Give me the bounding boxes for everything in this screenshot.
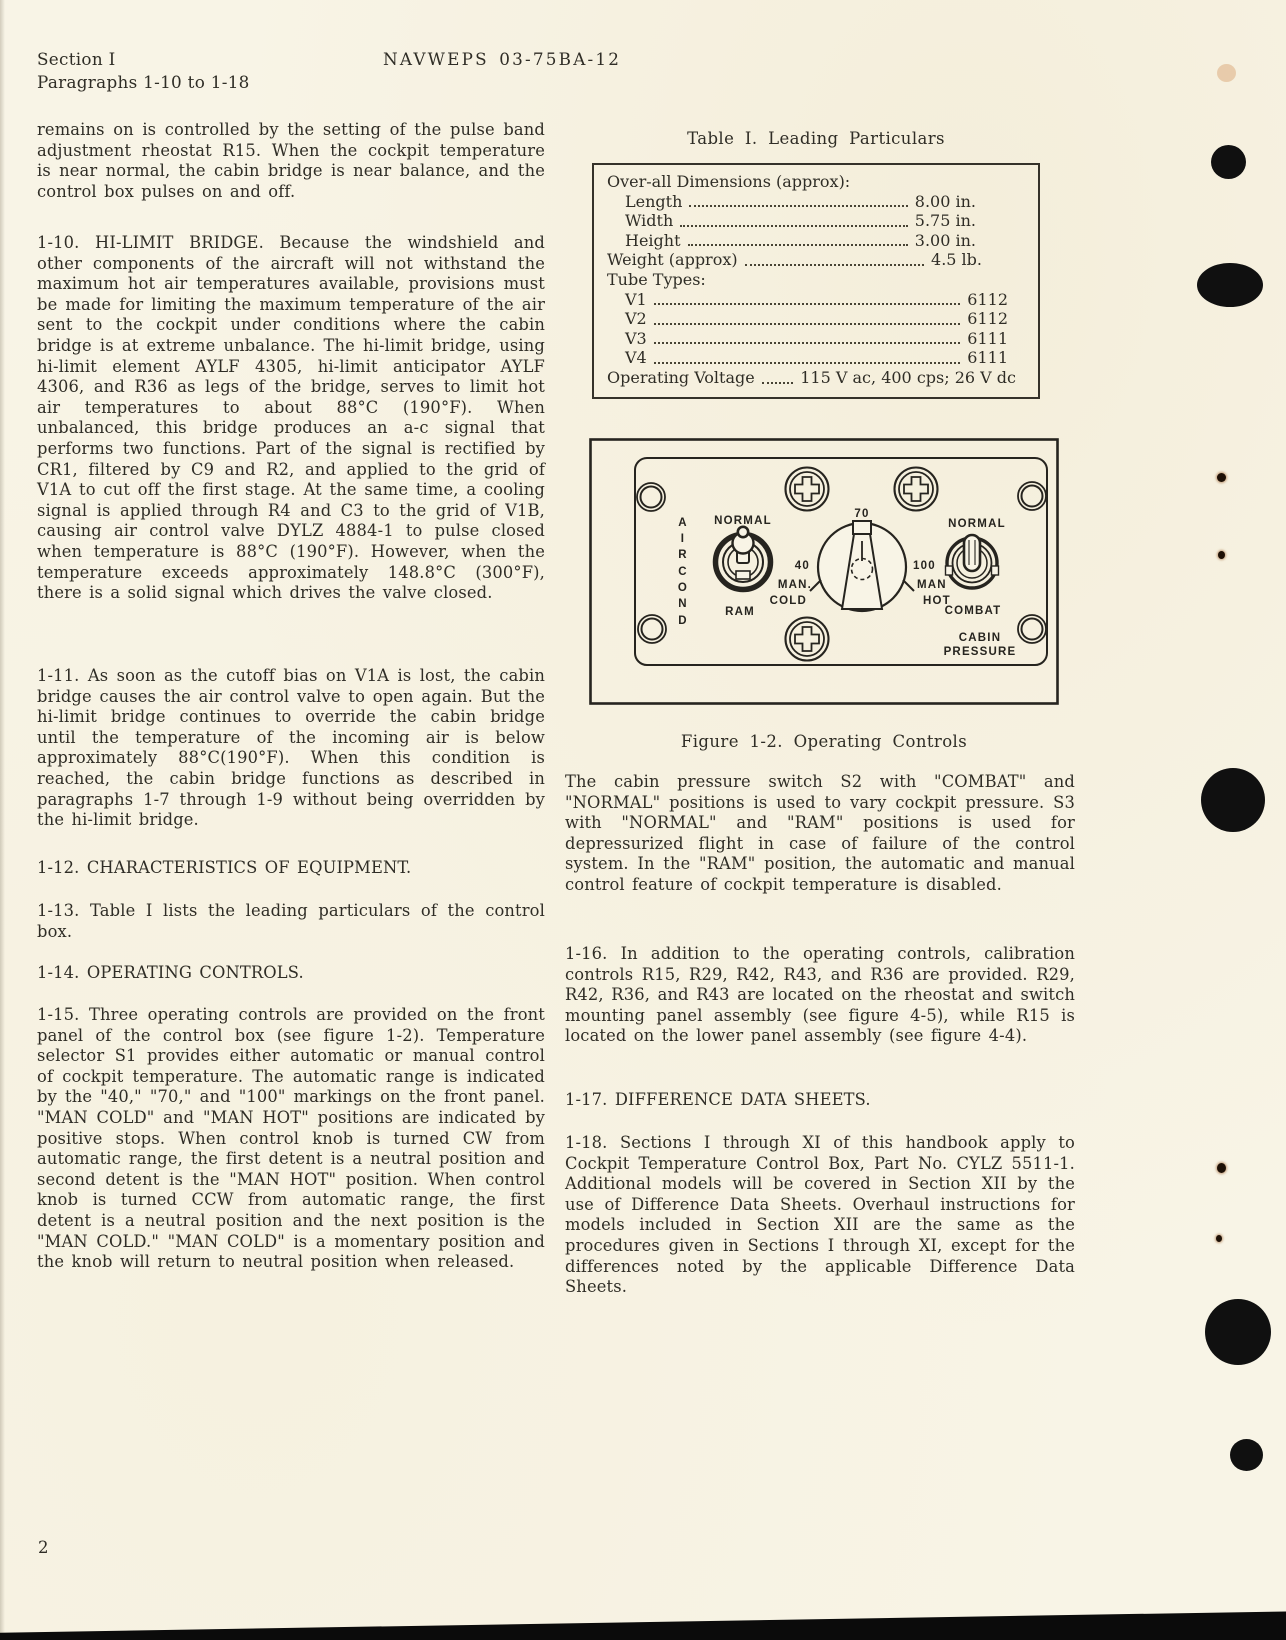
corner-screw-icon <box>1018 482 1046 510</box>
table-row <box>594 368 1038 388</box>
table-row-value: 6112 <box>967 309 1008 329</box>
stain-mark <box>1217 64 1236 82</box>
air-cond-label <box>678 517 688 627</box>
table-title: Table I. Leading Particulars <box>687 129 945 148</box>
table-row-value: 5.75 in. <box>914 211 976 231</box>
ink-blot <box>1201 768 1265 832</box>
man-hot-pointer-line <box>903 580 914 591</box>
cabin-pressure-label-1: CABIN <box>958 632 1002 644</box>
table-row-label: V4 <box>625 348 647 368</box>
ink-blot <box>1197 263 1263 307</box>
table-row <box>594 348 1038 368</box>
heading-1-14: 1-14. OPERATING CONTROLS. <box>37 963 304 982</box>
paragraph-1-13: 1-13. Table I lists the leading particulars of the control box. <box>37 901 545 941</box>
leading-particulars-table <box>592 163 1040 399</box>
ink-blot <box>1205 1299 1271 1365</box>
table-row-label: V1 <box>625 289 647 309</box>
paragraph-1-11: 1-11. As soon as the cutoff bias on V1A is lost, the cabin bridge causes the air control valve to open again. But the hi-limit bridge continues to override the cabin bridge until the temperature of the incoming air is below approximately 88°C(190°F). When this condition is reached, the cabin bridge functions as described in paragraphs 1-7 through 1-9 without being overridden by the hi-limit bridge. <box>37 666 545 830</box>
paragraph-cabin-pressure: The cabin pressure switch S2 with "COMBAT" and "NORMAL" positions is used to vary cockpit pressure. S3 with "NORMAL" and "RAM" positions is used for depressurized flight in case of failure of the control system. In the "RAM" position, the automatic and manual control feature of cockpit temperature is disabled. <box>565 772 1075 894</box>
corner-screw-icon <box>638 615 666 643</box>
dot-leader <box>654 341 961 344</box>
paragraph-continuation: remains on is controlled by the setting of the pulse band adjustment rheostat R15. When the cockpit temperature is near normal, the cabin bridge is near balance, and the control box pulses on and off. <box>37 120 545 201</box>
paragraph-1-18: 1-18. Sections I through XI of this handbook apply to Cockpit Temperature Control Box, Part No. CYLZ 5511-1. Additional models will be covered in Section XII by the use of Difference Data Sheets. Overhaul instructions for models included in Section XII are the same as the procedures given in Sections I through XI, except for the differences noted by the applicable Difference Data Sheets. <box>565 1133 1075 1297</box>
air-cond-letter: O <box>677 582 689 594</box>
page-header-left <box>37 48 250 94</box>
s3-normal-label: NORMAL <box>714 515 772 527</box>
table-row <box>594 250 1038 270</box>
table-row-label: V3 <box>625 328 647 348</box>
table-row <box>594 309 1038 329</box>
dial-man-cold-label-2: COLD <box>769 595 807 607</box>
corner-screw-icon <box>637 483 665 511</box>
s2-combat-label: COMBAT <box>944 605 1002 617</box>
cross-fastener-icon <box>895 468 938 511</box>
table-row-label: Height <box>625 230 681 250</box>
paragraph-1-16: 1-16. In addition to the operating controls, calibration controls R15, R29, R42, R43, and R36 are provided. R29, R42, R36, and R43 are located on the rheostat and switch mounting panel assembly (see figure 4-5), while R15 is located on the lower panel assembly (see figure 4-4). <box>565 944 1075 1046</box>
heading-1-12: 1-12. CHARACTERISTICS OF EQUIPMENT. <box>37 858 412 877</box>
page-number: 2 <box>38 1538 49 1557</box>
paragraph-1-10: 1-10. HI-LIMIT BRIDGE. Because the windshield and other components of the aircraft will not withstand the maximum hot air temperatures available, provisions must be made for limiting the maximum temperature of the air sent to the cockpit under conditions where the cabin bridge is at extreme unbalance. The hi-limit bridge, using hi-limit element AYLF 4305, hi-limit anticipator AYLF 4306, and R36 as legs of the bridge, serves to limit hot air temperatures to about 88°C (190°F). When unbalanced, this bridge produces an a-c signal that performs two functions. Part of the signal is rectified by CR1, filtered by C9 and R2, and applied to the grid of V1A to cut off the first stage. At the same time, a cooling signal is applied through R4 and C3 to the grid of V1B, causing air control valve DYLZ 4884-1 to pulse closed when temperature is 88°C (190°F). However, when the temperature exceeds approximately 148.8°C (300°F), there is a solid signal which drives the valve closed. <box>37 233 545 603</box>
dial-70-label: 70 <box>854 508 870 520</box>
table-row-label: Width <box>625 211 674 231</box>
air-cond-letter: N <box>678 598 688 610</box>
table-row-value: 6111 <box>967 348 1008 368</box>
table-row-value: 8.00 in. <box>914 191 976 211</box>
table-row-label: Length <box>625 191 683 211</box>
cross-fastener-icon <box>786 468 829 511</box>
dot-leader <box>680 224 908 227</box>
dot-leader <box>654 361 961 364</box>
dot-leader <box>688 243 908 246</box>
ink-speck <box>1216 1235 1222 1242</box>
s3-ram-label: RAM <box>725 606 755 618</box>
table-row-label: Operating Voltage <box>607 367 755 387</box>
temperature-selector-knob <box>818 521 906 611</box>
corner-screw-icon <box>1018 615 1046 643</box>
table-row-value: 6111 <box>967 328 1008 348</box>
air-cond-letter: R <box>678 549 688 561</box>
dot-leader <box>654 322 961 325</box>
cabin-pressure-label-2: PRESSURE <box>943 646 1017 658</box>
ink-speck <box>1217 473 1226 482</box>
air-cond-letter: I <box>680 533 686 545</box>
dial-man-cold-label-1: MAN. <box>777 579 812 591</box>
dial-40-label: 40 <box>794 560 810 572</box>
dot-leader <box>689 204 907 207</box>
table-row-value: 115 V ac, 400 cps; 26 V dc <box>800 367 1016 387</box>
ink-speck <box>1217 1163 1226 1173</box>
table-row-label: V2 <box>625 309 647 329</box>
table-row-value: 6112 <box>967 289 1008 309</box>
air-cond-letter: D <box>678 615 688 627</box>
ink-speck <box>1218 551 1225 559</box>
figure-operating-controls <box>589 438 1059 705</box>
table-row-value: 3.00 in. <box>914 230 976 250</box>
dial-100-label: 100 <box>913 560 936 572</box>
table-row <box>594 211 1038 231</box>
table-row <box>594 329 1038 349</box>
header-section: Section I <box>37 49 116 69</box>
cross-fastener-icon <box>786 618 829 661</box>
dot-leader <box>762 381 794 384</box>
air-cond-letter: A <box>678 517 688 529</box>
s2-normal-label: NORMAL <box>948 518 1006 530</box>
table-row-label: Tube Types: <box>607 269 706 289</box>
table-row <box>594 172 1038 192</box>
table-row <box>594 270 1038 290</box>
header-doc-number: NAVWEPS 03-75BA-12 <box>383 49 622 69</box>
table-row <box>594 290 1038 310</box>
paragraph-1-15: 1-15. Three operating controls are provided on the front panel of the control box (see figure 1-2). Temperature selector S1 provides either automatic or manual control of cockpit temperature. The automatic range is indicated by the "40," "70," and "100" markings on the front panel. "MAN COLD" and "MAN HOT" positions are indicated by positive stops. When control knob is turned CW from automatic range, the first detent is a neutral position and second detent is the "MAN HOT" position. When control knob is turned CCW from automatic range, the first detent is a neutral position and the next position is the "MAN COLD." "MAN COLD" is a momentary position and the knob will return to neutral position when released. <box>37 1005 545 1272</box>
dial-man-hot-label-1: MAN <box>917 579 947 591</box>
table-row <box>594 231 1038 251</box>
table-row-label: Weight (approx) <box>607 250 738 270</box>
ink-blot <box>1211 145 1246 179</box>
ink-blot <box>1230 1439 1263 1471</box>
dot-leader <box>745 263 924 266</box>
air-cond-letter: C <box>678 566 688 578</box>
heading-1-17: 1-17. DIFFERENCE DATA SHEETS. <box>565 1090 871 1109</box>
table-row <box>594 192 1038 212</box>
table-row-value: 4.5 lb. <box>931 250 982 270</box>
cabin-pressure-toggle-switch <box>946 535 999 588</box>
dot-leader <box>654 302 961 305</box>
table-row-label: Over-all Dimensions (approx): <box>607 172 851 191</box>
ram-normal-toggle-switch <box>716 527 771 590</box>
dial-man-hot-label-2: HOT <box>923 595 951 607</box>
scan-edge-bar <box>0 1611 1286 1640</box>
header-paragraph-range: Paragraphs 1-10 to 1-18 <box>37 72 250 92</box>
figure-caption: Figure 1-2. Operating Controls <box>680 732 968 751</box>
